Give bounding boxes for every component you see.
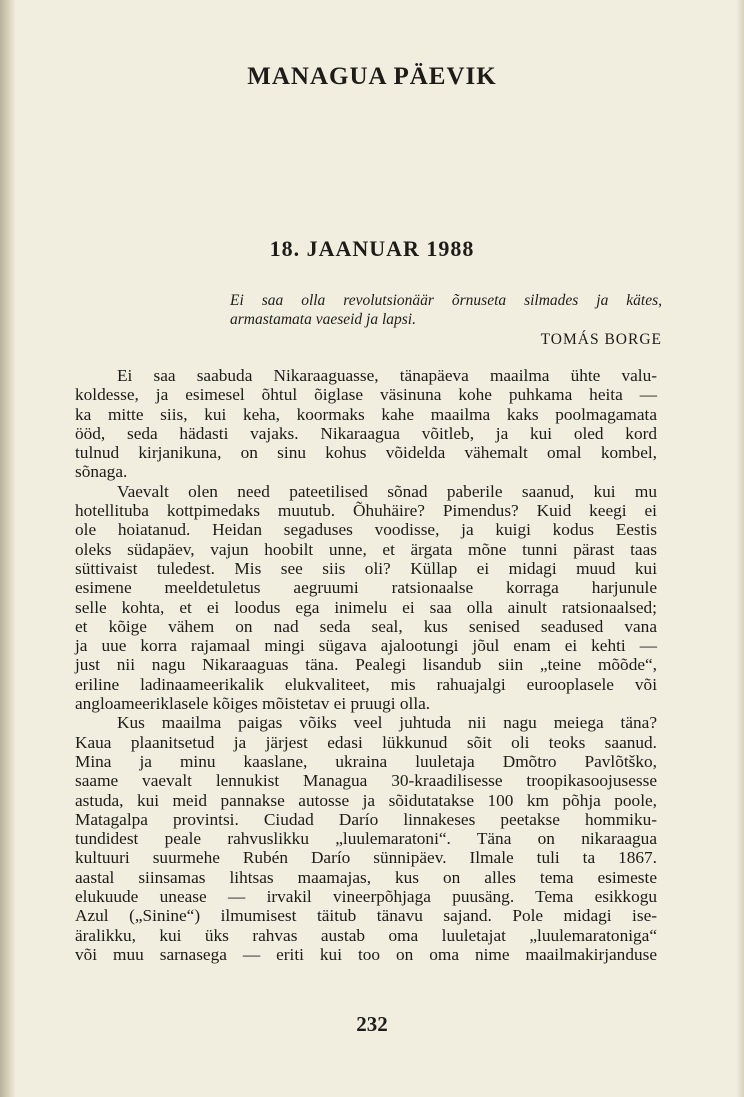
body-line: angloameeriklasele kõiges mõistetav ei pruugi olla. bbox=[75, 694, 431, 714]
body-line: oleks südapäev, vajun hoobilt unne, et ärgata mõne tunni pärast taas bbox=[75, 539, 657, 559]
epigraph-line: Ei saa olla revolutsionäär õrnuseta silmades ja kätes, bbox=[230, 292, 662, 309]
book-spine-shadow bbox=[0, 0, 16, 1097]
body-line: elukuude unease — irvakil vineerpõhjaga puusäng. Tema esikkogu bbox=[75, 887, 657, 907]
body-line: Ei saa saabuda Nikaraaguasse, tänapäeva maailma ühte valu- bbox=[117, 366, 657, 385]
body-line: äralikku, kui üks rahvas austab oma luuletajat „luulemaratoniga“ bbox=[75, 925, 657, 945]
page-title: MANAGUA PÄEVIK bbox=[247, 63, 497, 90]
body-line: Vaevalt olen need pateetilised sõnad paberile saanud, kui mu bbox=[117, 481, 657, 501]
body-line: just nii nagu Nikaraaguas täna. Pealegi lisandub siin „teine mõõde“, bbox=[75, 655, 657, 675]
body-line: ole hoiatanud. Heidan segaduses voodisse, ja kuigi kodus Eestis bbox=[75, 520, 657, 540]
page-number: 232 bbox=[356, 1012, 388, 1036]
body-line: saame vaevalt lennukist Managua 30-kraadilisesse troopikasoojusesse bbox=[75, 771, 657, 791]
body-line: et kõige vähem on nad seda seal, kus senised seadused vana bbox=[75, 616, 657, 636]
date-heading: 18. JAANUAR 1988 bbox=[269, 236, 475, 261]
body-line: koldesse, ja esimesel õhtul õiglase väsinuna kohe puhkama heita — bbox=[75, 385, 657, 405]
body-line: eriline ladinaameerikalik elukvaliteet, mis rahuajalgi eurooplasele või bbox=[75, 674, 657, 694]
body-line: aastal siinsamas lihtsas maamajas, kus on alles tema esimeste bbox=[75, 867, 657, 887]
body-line: Kaua plaanitsetud ja järjest edasi lükkunud sõit oli teoks saanud. bbox=[75, 732, 657, 752]
body-line: tundidest peale rahvuslikku „luulemaratoni“. Täna on nikaraagua bbox=[75, 829, 657, 849]
body-line: Mina ja minu kaaslane, ukraina luuletaja Dmõtro Pavlõtško, bbox=[75, 751, 657, 771]
epigraph bbox=[230, 291, 662, 329]
body-line: sõnaga. bbox=[75, 462, 128, 482]
body-line: Matagalpa provintsi. Ciudad Darío linnakeses peetakse hommiku- bbox=[75, 809, 657, 829]
body-line: Azul („Sinine“) ilmumisest täitub tänavu sajand. Pole midagi ise- bbox=[75, 906, 657, 926]
body-line: astuda, kui meid pannakse autosse ja sõidutatakse 100 km põhja poole, bbox=[75, 790, 657, 810]
body-line: hotellituba kottpimedaks muutub. Õhuhäire? Pimendus? Kuid keegi ei bbox=[75, 501, 657, 521]
body-line: kultuuri suurmehe Rubén Darío sünnipäev. Ilmale tuli ta 1867. bbox=[75, 848, 657, 868]
body-line: tulnud kirjanikuna, on sinu kohus võidelda vähemalt omal kombel, bbox=[75, 443, 657, 463]
body-text bbox=[75, 366, 657, 964]
page-edge bbox=[736, 0, 744, 1097]
epigraph-line: armastamata vaeseid ja lapsi. bbox=[230, 311, 416, 328]
body-line: või muu sarnasega — eriti kui too on oma nime maailmakirjanduse bbox=[75, 944, 657, 964]
body-line: ööd, seda hädasti vajaks. Nikaraagua võitleb, ja kui oled kord bbox=[75, 423, 657, 443]
body-line: ka mitte siis, kui keha, koormaks kahe maailma kaks poolmagamata bbox=[75, 404, 657, 424]
body-line: Kus maailma paigas võiks veel juhtuda nii nagu meiega täna? bbox=[117, 713, 657, 733]
body-line: esimene meeldetuletus aegruumi ratsionaalse korraga harjunule bbox=[75, 578, 657, 598]
epigraph-author: TOMÁS BORGE bbox=[540, 331, 662, 348]
body-line: süttivaist tuledest. Mis see siis oli? Küllap ei midagi muud kui bbox=[75, 558, 657, 578]
body-line: selle kohta, et ei loodus ega inimelu ei saa olla ainult ratsionaalsed; bbox=[75, 597, 657, 617]
body-line: ja uue korra rajamaal mingi sügava ajalootungi jõul enam ei kehti — bbox=[75, 636, 657, 656]
